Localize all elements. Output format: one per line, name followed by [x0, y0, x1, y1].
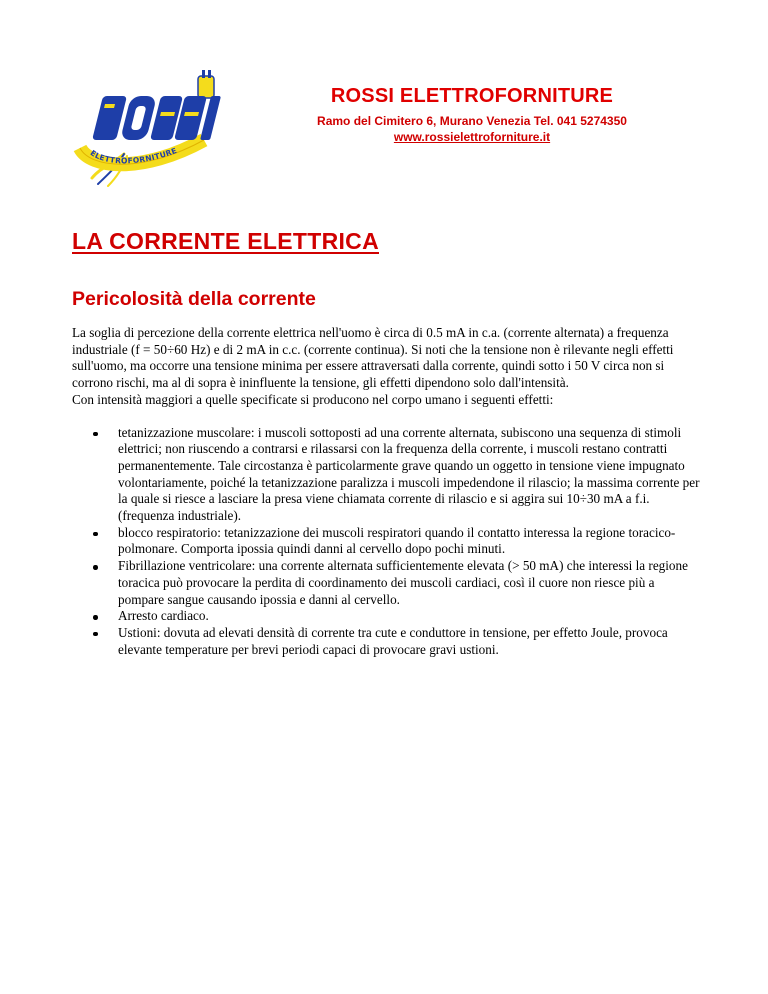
list-item: tetanizzazione muscolare: i muscoli sottoposti ad una corrente alternata, subiscono una sequenza di stimoli elettrici; non riuscendo a contrarsi e rilassarsi con la frequenza della corrente, i muscoli restano contratti permanentemente. Tale circostanza è particolarmente grave quando un oggetto in tensione viene impugnato volontariamente, poiché la tetanizzazione paralizza i muscoli impedendone il rilascio; la massima corrente per la quale si riesce a lasciare la presa viene chiamata corrente di rilascio e si aggira sui 10÷30 mA a f.i. (frequenza industriale). [118, 424, 700, 524]
section-title: Pericolosità della corrente [72, 288, 316, 310]
effects-list [72, 425, 700, 659]
logo-ring-text: ELETTROFORNITURE [88, 145, 179, 166]
list-item: blocco respiratorio: tetanizzazione dei muscoli respiratori quando il contatto interessa la regione toracico-polmonare. Comporta ipossia quindi danni al cervello dopo pochi minuti. [118, 525, 700, 558]
page-title: LA CORRENTE ELETTRICA [72, 228, 379, 254]
website-link[interactable]: www.rossielettroforniture.it [393, 130, 551, 144]
company-header [262, 84, 682, 145]
company-logo [72, 68, 242, 188]
list-item: Ustioni: dovuta ad elevati densità di corrente tra cute e conduttore in tensione, per effetto Joule, provoca elevante temperature per brevi periodi capaci di provocare gravi ustioni. [118, 625, 700, 658]
list-item: Fibrillazione ventricolare: una corrente alternata sufficientemente elevata (> 50 mA) che interessi la regione toracica può provocare la perdita di coordinamento dei muscoli cardiaci, così il cuore non riesce più a pompare sangue causando ipossia e danni al cervello. [118, 558, 700, 608]
document-body [72, 325, 700, 658]
list-item: Arresto cardiaco. [118, 608, 700, 625]
company-name: ROSSI ELETTROFORNITURE [330, 85, 614, 107]
rossi-logo-graphic [72, 68, 242, 188]
intro-paragraph: La soglia di percezione della corrente elettrica nell'uomo è circa di 0.5 mA in c.a. (corrente alternata) a frequenza industriale (f = 50÷60 Hz) e di 2 mA in c.c. (corrente continua). Si noti che la tensione non è rilevante negli effetti sull'uomo, ma occorre una tensione minima per essere attraversati dalla corrente, quindi sotto i 50 V circa non si corrono rischi, ma al di sopra è ininfluente la tensione, gli effetti dipendono solo dall'intensità. [72, 325, 674, 391]
company-address: Ramo del Cimitero 6, Murano Venezia Tel. 041 5274350 [317, 114, 627, 128]
intro-paragraph-2: Con intensità maggiori a quelle specificate si producono nel corpo umano i seguenti effetti: [72, 391, 554, 407]
